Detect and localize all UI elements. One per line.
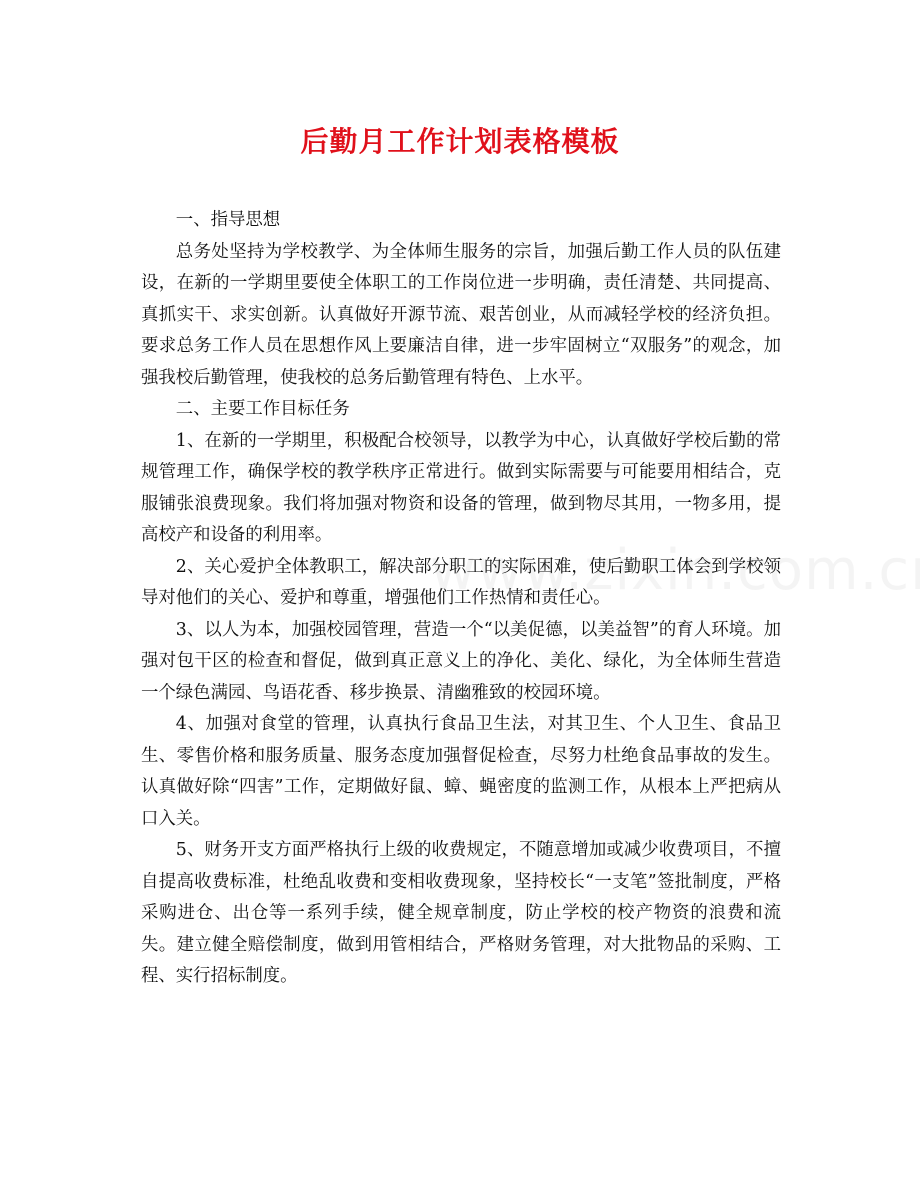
task-item-5: 5、财务开支方面严格执行上级的收费规定，不随意增加或减少收费项目，不擅自提高收费标准，杜绝乱收费和变相收费现象，坚持校长“一支笔”签批制度，严格采购进仓、出仓等一系列手续，健全规章制度，防止学校的校产物资的浪费和流失。建立健全赔偿制度，做到用管相结合，严格财务管理，对大批物品的采购、工程、实行招标制度。 — [141, 840, 781, 986]
task-item-2: 2、关心爱护全体教职工，解决部分职工的实际困难，使后勤职工体会到学校领导对他们的关心、爱护和尊重，增强他们工作热情和责任心。 — [141, 556, 781, 608]
section-heading-guiding-ideology: 一、指导思想 — [175, 210, 281, 230]
paragraph-guiding-ideology: 总务处坚持为学校教学、为全体师生服务的宗旨，加强后勤工作人员的队伍建设，在新的一学期里要使全体职工的工作岗位进一步明确，责任清楚、共同提高、真抓实干、求实创新。认真做好开源节流、艰苦创业，从而减轻学校的经济负担。要求总务工作人员在思想作风上要廉洁自律，进一步牢固树立“双服务”的观念，加强我校后勤管理，使我校的总务后勤管理有特色、上水平。 — [141, 241, 781, 388]
document-title: 后勤月工作计划表格模板 — [300, 125, 620, 158]
section-heading-main-tasks: 二、主要工作目标任务 — [175, 399, 350, 419]
task-item-1: 1、在新的一学期里，积极配合校领导，以教学为中心，认真做好学校后勤的常规管理工作，确保学校的教学秩序正常进行。做到实际需要与可能要用相结合，克服铺张浪费现象。我们将加强对物资和设备的管理，做到物尽其用，一物多用，提高校产和设备的利用率。 — [141, 430, 781, 545]
task-item-3: 3、以人为本，加强校园管理，营造一个“以美促德，以美益智”的育人环境。加强对包干区的检查和督促，做到真正意义上的净化、美化、绿化，为全体师生营造一个绿色满园、鸟语花香、移步换景、清幽雅致的校园环境。 — [141, 619, 781, 703]
task-item-4: 4、加强对食堂的管理，认真执行食品卫生法，对其卫生、个人卫生、食品卫生、零售价格和服务质量、服务态度加强督促检查，尽努力杜绝食品事故的发生。认真做好除“四害”工作，定期做好鼠、蟑、蝇密度的监测工作，从根本上严把病从口入关。 — [141, 714, 781, 829]
document-body — [141, 205, 781, 993]
